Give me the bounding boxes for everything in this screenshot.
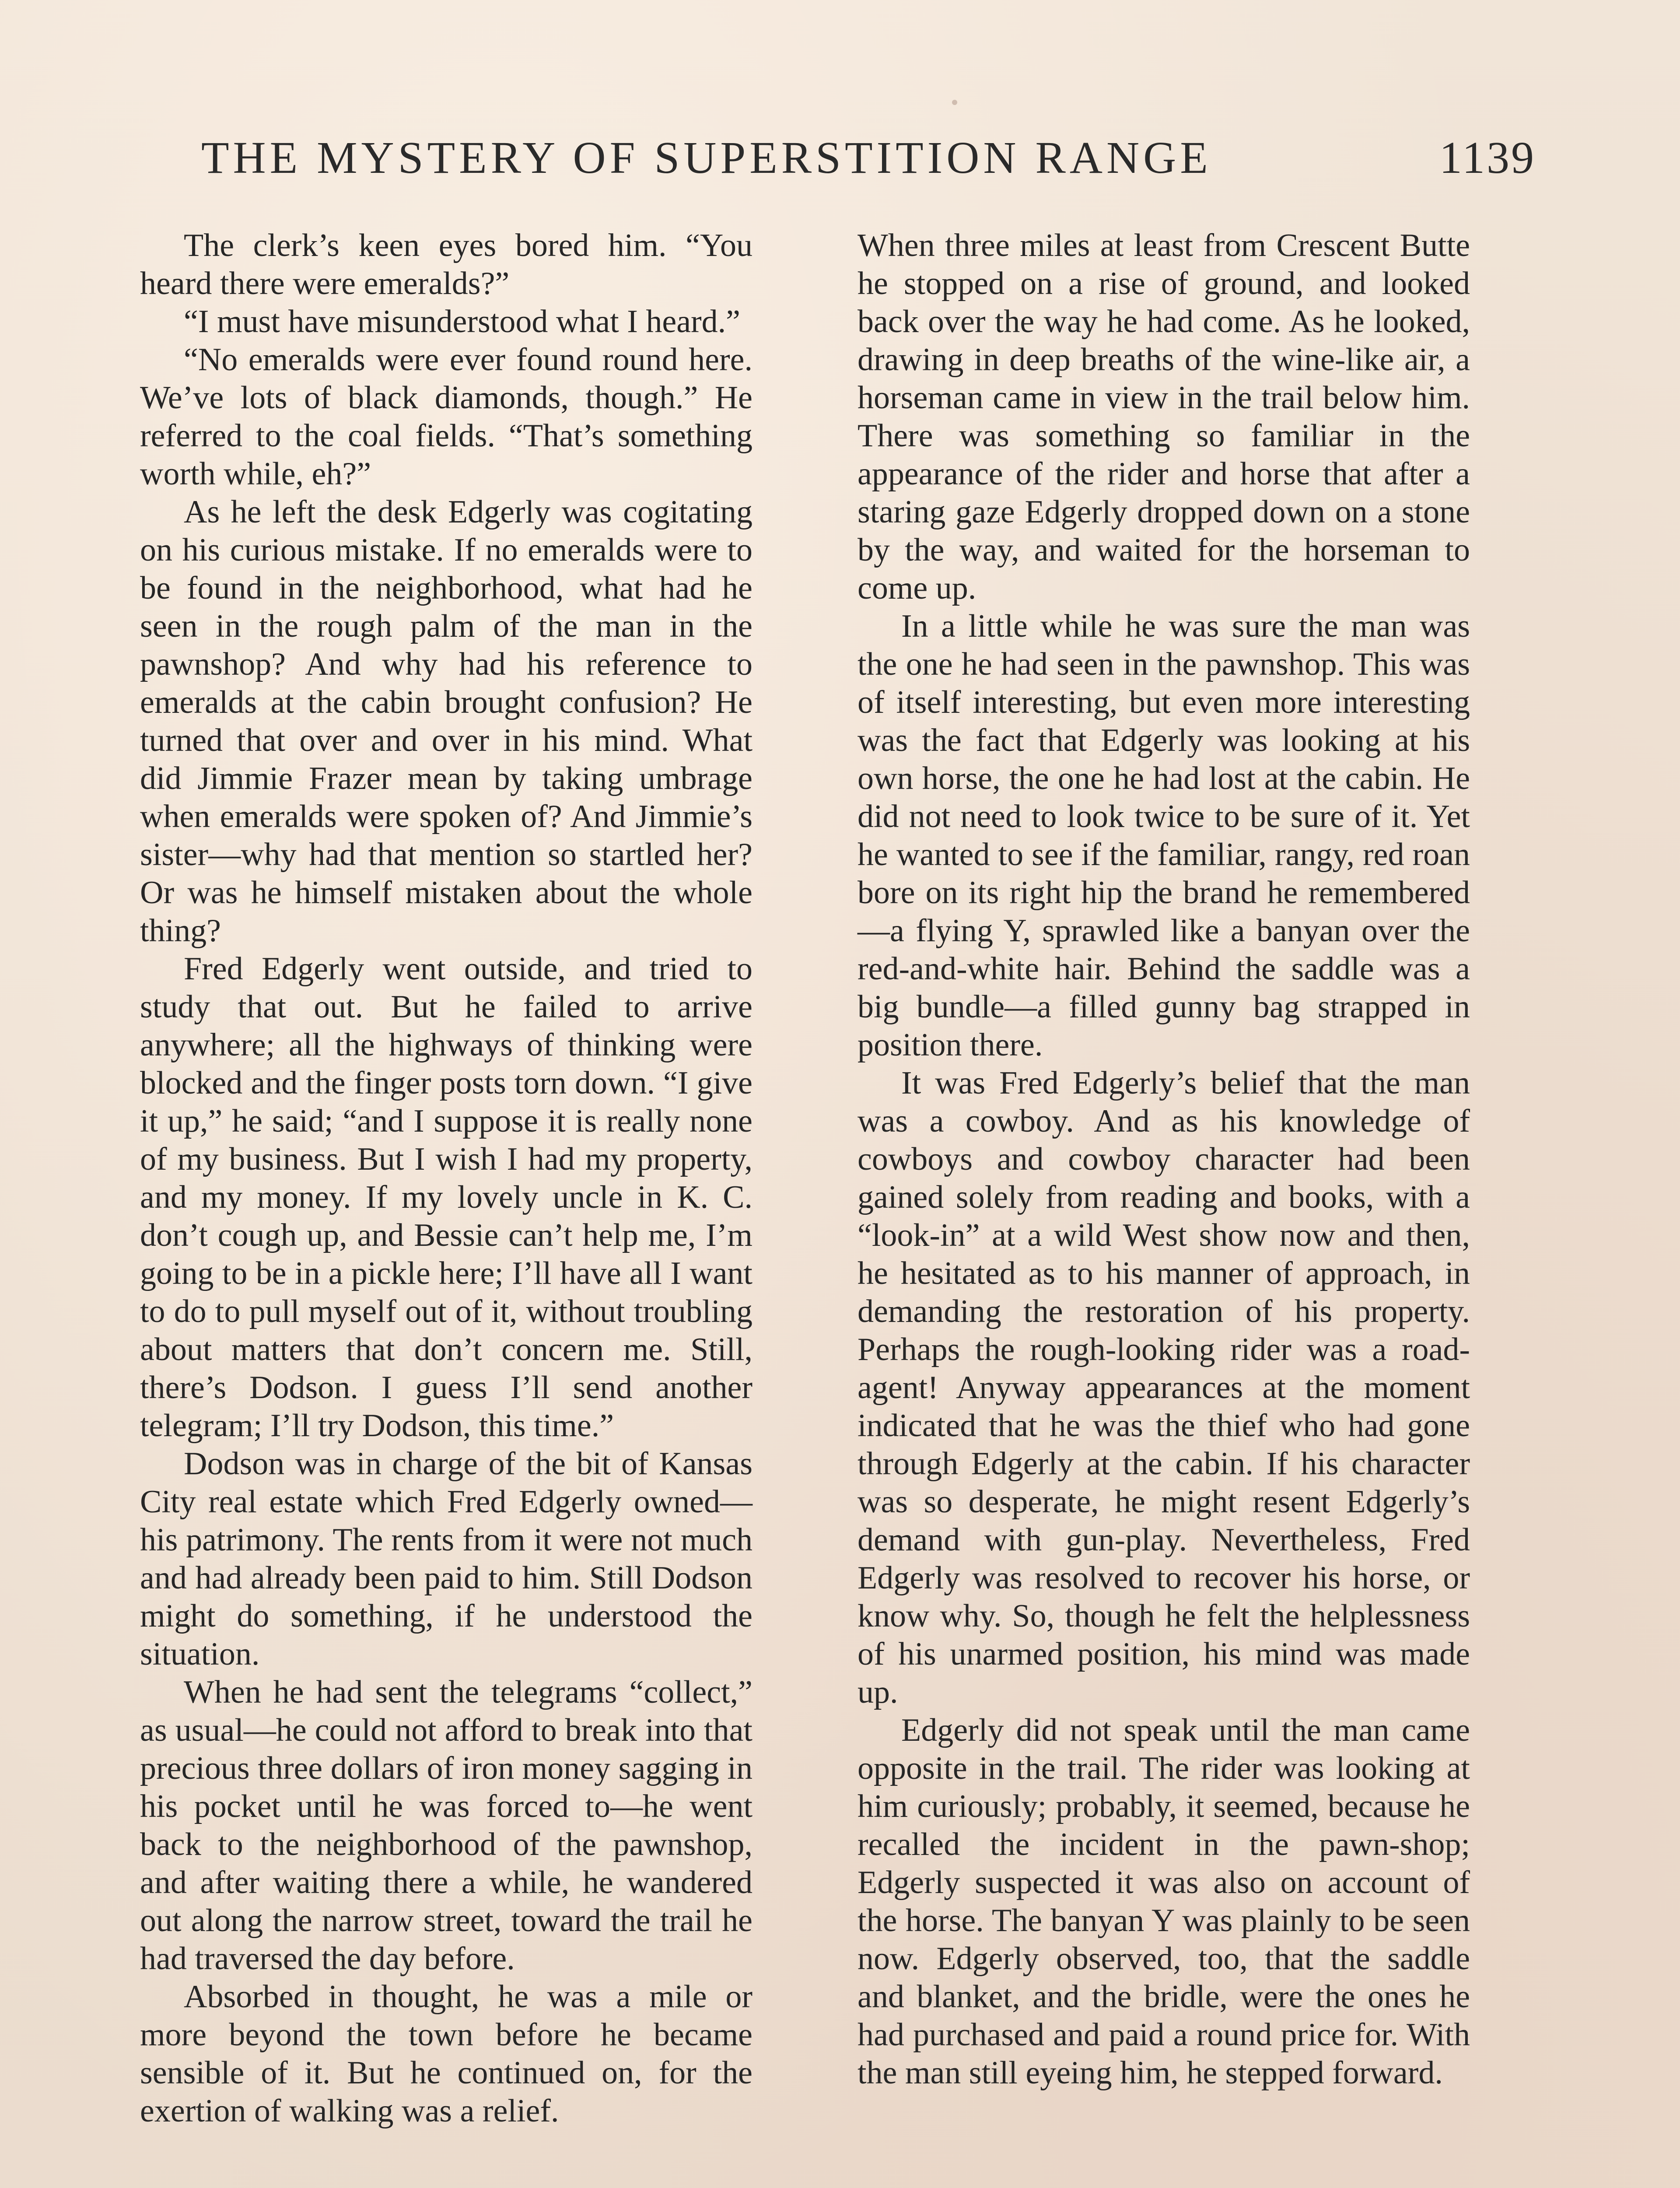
paragraph: It was Fred Edgerly’s belief that the man was a cowboy. And as his knowledge of cowboys and cowboy character had been gained solely from reading and books, with a “look-in” at a wild West show now and then, he hesitated as to his manner of approach, in demanding the restoration of his property. Perhaps the rough-looking rider was a road-agent! Anyway appearances at the moment indicated that he was the thief who had gone through Edgerly at the cabin. If his character was so desperate, he might resent Edgerly’s demand with gun-play. Nevertheless, Fred Edgerly was resolved to recover his horse, or know why. So, though he felt the helplessness of his unarmed position, his mind was made up.: [858, 1065, 1470, 1710]
paper-speck: [952, 100, 957, 105]
paragraph: Fred Edgerly went outside, and tried to study that out. But he failed to arrive anywhere; all the highways of thinking were blocked and the finger posts torn down. “I give it up,” he said; “and I suppose it is really none of my business. But I wish I had my property, and my money. If my lovely uncle in K. C. don’t cough up, and Bessie can’t help me, I’m going to be in a pickle here; I’ll have all I want to do to pull myself out of it, without troubling about matters that don’t concern me. Still, there’s Dodson. I guess I’ll send another telegram; I’ll try Dodson, this time.”: [140, 951, 752, 1444]
running-header: [201, 127, 1536, 188]
page-title: THE MYSTERY OF SUPERSTITION RANGE: [201, 132, 1212, 183]
paragraph: Edgerly did not speak until the man came opposite in the trail. The rider was looking at him curiously; probably, it seemed, because he recalled the incident in the pawn-shop; Edgerly suspected it was also on account of the horse. The banyan Y was plainly to be seen now. Edgerly observed, too, that the saddle and blanket, and the bridle, were the ones he had purchased and paid a round price for. With the man still eyeing him, he stepped forward.: [858, 1712, 1470, 2091]
paragraph: When three miles at least from Crescent Butte he stopped on a rise of ground, and looked back over the way he had come. As he looked, drawing in deep breaths of the wine-like air, a horseman came in view in the trail below him. There was something so familiar in the appearance of the rider and horse that after a staring gaze Edgerly dropped down on a stone by the way, and waited for the horseman to come up.: [858, 228, 1470, 606]
paragraph: “I must have misunderstood what I heard.”: [184, 304, 741, 340]
paragraph: Dodson was in charge of the bit of Kansas City real estate which Fred Edgerly owned—his patrimony. The rents from it were not much and had already been paid to him. Still Dodson might do something, if he understood the situation.: [140, 1446, 752, 1672]
paragraph: As he left the desk Edgerly was cogitating on his curious mistake. If no emeralds were to be found in the neighborhood, what had he seen in the rough palm of the man in the pawnshop? And why had his reference to emeralds at the cabin brought confusion? He turned that over and over in his mind. What did Jimmie Frazer mean by taking umbrage when emeralds were spoken of? And Jimmie’s sister—why had that mention so startled her? Or was he himself mistaken about the whole thing?: [140, 494, 752, 949]
paragraph: “No emeralds were ever found round here. We’ve lots of black diamonds, though.” He referred to the coal fields. “That’s something worth while, eh?”: [140, 342, 752, 492]
paragraph: The clerk’s keen eyes bored him. “You heard there were emeralds?”: [140, 228, 752, 302]
paragraph: Absorbed in thought, he was a mile or more beyond the town before he became sensible of it. But he continued on, for the exertion of walking was a relief.: [140, 1979, 752, 2129]
paragraph: When he had sent the telegrams “collect,” as usual—he could not afford to break into that precious three dollars of iron money sagging in his pocket until he was forced to—he went back to the neighborhood of the pawnshop, and after waiting there a while, he wandered out along the narrow street, toward the trail he had traversed the day before.: [140, 1674, 752, 1977]
left-column: [140, 227, 752, 2130]
paragraph: In a little while he was sure the man was the one he had seen in the pawnshop. This was of itself interesting, but even more interesting was the fact that Edgerly was looking at his own horse, the one he had lost at the cabin. He did not need to look twice to be sure of it. Yet he wanted to see if the familiar, rangy, red roan bore on its right hip the brand he remembered—a flying Y, sprawled like a banyan over the red-and-white hair. Behind the saddle was a big bundle—a filled gunny bag strapped in position there.: [858, 608, 1470, 1063]
right-column: [858, 227, 1470, 2092]
page-number: 1139: [1439, 132, 1536, 183]
